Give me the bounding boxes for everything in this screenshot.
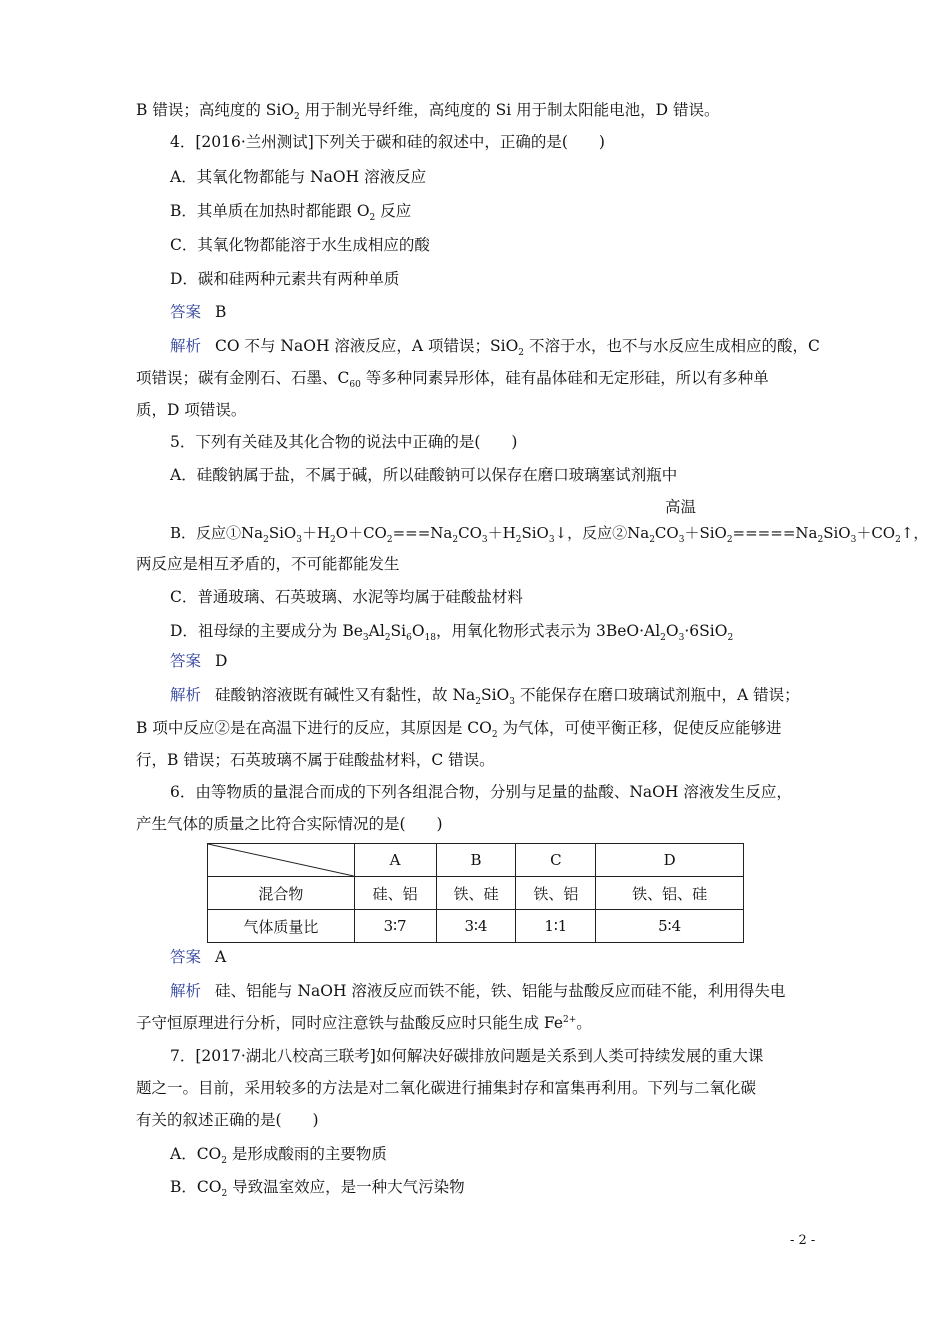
option-b: B．$CO_2$ 导致温室效应，是一种大气污染物 <box>170 1178 465 1199</box>
question-6-stem: 产生气体的质量之比符合实际情况的是( ) <box>136 815 443 833</box>
option-a: A．硅酸钠属于盐，不属于碱，所以硅酸钠可以保存在磨口玻璃塞试剂瓶中 <box>170 466 678 484</box>
explanation-line: 子守恒原理进行分析，同时应注意铁与盐酸反应时只能生成 $Fe^{2+}$。 <box>136 1014 592 1032</box>
question-6-stem: 6．由等物质的量混合而成的下列各组混合物，分别与足量的盐酸、NaOH 溶液发生反应， <box>170 783 792 801</box>
option-d: D．碳和硅两种元素共有两种单质 <box>170 270 400 288</box>
paragraph-line: B 错误；高纯度的 SiO$_2$ 用于制光导纤维，高纯度的 Si 用于制太阳能电池，D 错误。 <box>136 101 720 122</box>
answer-label: 答案 <box>170 303 202 321</box>
option-b-continued: 两反应是相互矛盾的，不可能都能发生 <box>136 555 400 573</box>
option-b: B．反应$①Na_2SiO_3+H_2O+CO_2===Na_2CO_3+H_2SiO_3↓$，反应$②Na_2CO_3+SiO_2=====Na_2SiO_3+CO_2↑$， <box>170 524 929 545</box>
option-d: D．祖母绿的主要成分为 $Be_3Al_2Si_6O_{18}$，用氧化物形式表示为 $3BeO\cdot Al_2O_3\cdot 6SiO_2$ <box>170 622 734 643</box>
option-b: B．其单质在加热时都能跟 $O_2$ 反应 <box>170 202 412 223</box>
table-cell: 硅、铝 <box>354 877 436 910</box>
option-c: C．普通玻璃、石英玻璃、水泥等均属于硅酸盐材料 <box>170 588 523 606</box>
explanation-label: 解析 <box>170 686 202 704</box>
answer-value: B <box>215 303 227 321</box>
answer-value: D <box>215 652 228 670</box>
option-a: A．其氧化物都能与 NaOH 溶液反应 <box>170 168 427 186</box>
explanation-line: 行，B 错误；石英玻璃不属于硅酸盐材料，C 错误。 <box>136 751 495 769</box>
column-header: C <box>516 844 596 877</box>
diagonal-header-cell <box>208 844 355 877</box>
table-row <box>208 877 744 910</box>
table-cell: 铁、硅 <box>436 877 516 910</box>
comparison-table <box>207 843 744 943</box>
question-7-stem: 题之一。目前，采用较多的方法是对二氧化碳进行捕集封存和富集再利用。下列与二氧化碳 <box>136 1079 757 1097</box>
column-header: B <box>436 844 516 877</box>
answer-line <box>170 946 226 968</box>
table-row <box>208 910 744 943</box>
table-cell: 铁、铝、硅 <box>596 877 744 910</box>
explanation-line: 项错误；碳有金刚石、石墨、$C_{60}$ 等多种同素异形体，硅有晶体硅和无定形硅，所以有多种单 <box>136 369 769 390</box>
question-4-stem: 4．[2016·兰州测试]下列关于碳和硅的叙述中，正确的是( ) <box>170 133 605 151</box>
explanation-line: 质，D 项错误。 <box>136 401 247 419</box>
option-a: A．$CO_2$ 是形成酸雨的主要物质 <box>170 1145 387 1166</box>
explanation-line: B 项中反应②是在高温下进行的反应，其原因是 $CO_2$ 为气体，可使平衡正移，促使反应能够进 <box>136 719 782 740</box>
explanation-line: 解析 CO 不与 NaOH 溶液反应，A 项错误；SiO$_2$ 不溶于水，也不与水反应生成相应的酸，C <box>170 337 820 358</box>
table-cell: 3∶4 <box>436 910 516 943</box>
question-5-stem: 5．下列有关硅及其化合物的说法中正确的是( ) <box>170 433 518 451</box>
table-header-row <box>208 844 744 877</box>
question-7-stem: 有关的叙述正确的是( ) <box>136 1111 319 1129</box>
table-cell: 1∶1 <box>516 910 596 943</box>
explanation-line: 解析 硅酸钠溶液既有碱性又有黏性，故 $Na_2SiO_3$ 不能保存在磨口玻璃试剂瓶中，A 错误； <box>170 686 800 707</box>
column-header: A <box>354 844 436 877</box>
answer-value: A <box>215 948 227 966</box>
option-c: C．其氧化物都能溶于水生成相应的酸 <box>170 236 430 254</box>
answer-label: 答案 <box>170 652 202 670</box>
explanation-label: 解析 <box>170 337 202 355</box>
question-7-stem: 7．[2017·湖北八校高三联考]如何解决好碳排放问题是关系到人类可持续发展的重大课 <box>170 1047 764 1065</box>
row-label: 气体质量比 <box>208 910 355 943</box>
answer-line <box>170 301 226 323</box>
answer-line <box>170 650 227 672</box>
explanation-line: 解析 硅、铝能与 NaOH 溶液反应而铁不能，铁、铝能与盐酸反应而硅不能，利用得失电 <box>170 982 786 1000</box>
row-label: 混合物 <box>208 877 355 910</box>
page-number: - 2 - <box>790 1233 816 1248</box>
table-cell: 5∶4 <box>596 910 744 943</box>
answer-label: 答案 <box>170 948 202 966</box>
explanation-label: 解析 <box>170 982 202 1000</box>
table-cell: 铁、铝 <box>516 877 596 910</box>
column-header: D <box>596 844 744 877</box>
reaction-condition: 高温 <box>665 498 697 516</box>
table-cell: 3∶7 <box>354 910 436 943</box>
